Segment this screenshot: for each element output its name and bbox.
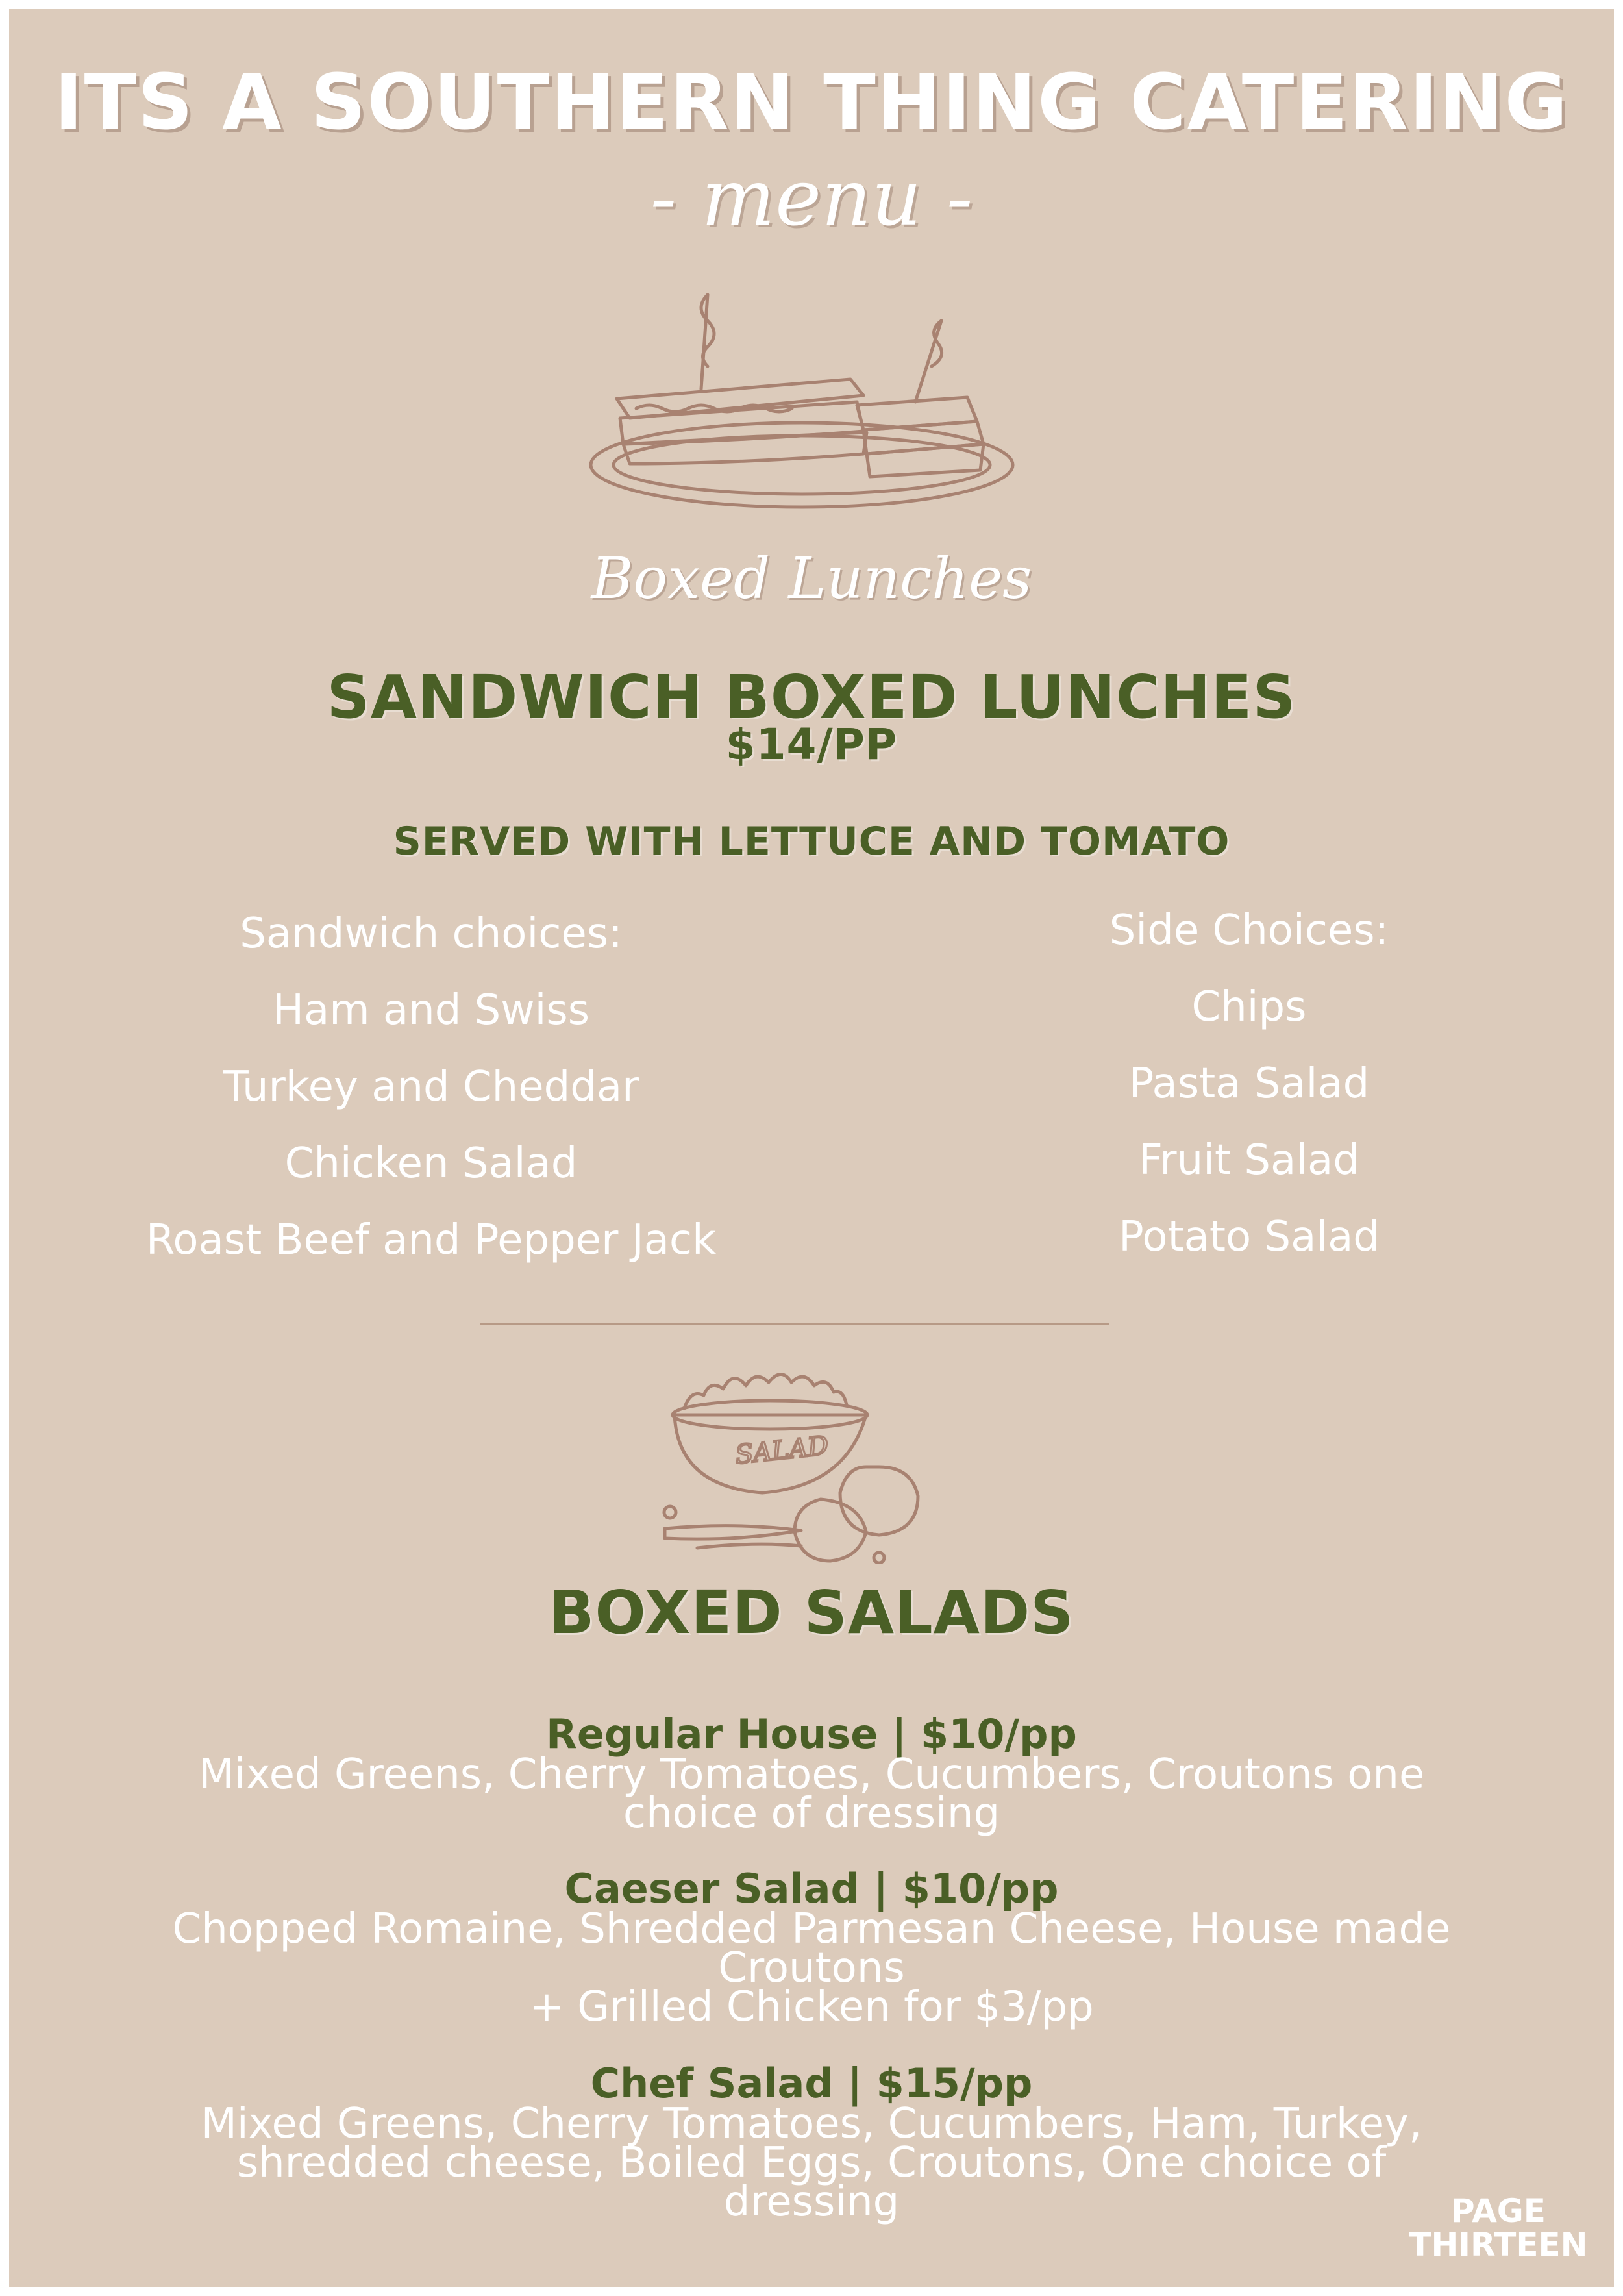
list-item: Pasta Salad	[1128, 1060, 1370, 1108]
salad-item	[9, 1710, 1614, 1838]
side-choices-column	[983, 892, 1515, 1275]
salad-title: Chef Salad | $15/pp	[590, 2060, 1033, 2107]
salad-description: Chopped Romaine, Shredded Parmesan Cheese, House made	[172, 1905, 1451, 1953]
sandwich-illustration	[578, 282, 1032, 529]
sandwich-heading: SANDWICH BOXED LUNCHES	[327, 662, 1296, 732]
salad-description: dressing	[723, 2178, 900, 2226]
side-choices-label: Side Choices:	[1109, 906, 1389, 955]
salad-description: shredded cheese, Boiled Eggs, Croutons, One choice of	[236, 2139, 1387, 2187]
salads-heading: BOXED SALADS	[549, 1578, 1074, 1647]
page-title: ITS A SOUTHERN THING CATERING	[54, 57, 1569, 147]
salad-item	[9, 2060, 1614, 2226]
salad-title: Caeser Salad | $10/pp	[564, 1865, 1059, 1912]
salad-description: + Grilled Chicken for $3/pp	[529, 1983, 1094, 2031]
salad-title: Regular House | $10/pp	[546, 1710, 1077, 1758]
sandwich-choices-column	[106, 895, 756, 1279]
list-item: Turkey and Cheddar	[223, 1063, 639, 1111]
list-item: Chips	[1191, 983, 1307, 1031]
list-item: Roast Beef and Pepper Jack	[145, 1216, 717, 1264]
list-item: Fruit Salad	[1139, 1136, 1359, 1184]
sandwich-choices-label: Sandwich choices:	[240, 910, 623, 958]
salad-description: Mixed Greens, Cherry Tomatoes, Cucumbers, Croutons one	[198, 1751, 1425, 1799]
salad-item	[9, 1865, 1614, 2031]
menu-page	[9, 9, 1614, 2287]
salad-bowl-label: SALAD	[734, 1430, 830, 1471]
list-item: Chicken Salad	[284, 1140, 578, 1188]
page-number-line1: PAGE	[1451, 2192, 1546, 2230]
menu-subtitle: - menu -	[650, 153, 973, 243]
salad-description: Croutons	[718, 1944, 905, 1992]
salad-bowl-illustration	[658, 1363, 944, 1564]
sandwich-price: $14/PP	[725, 719, 898, 769]
list-item: Ham and Swiss	[272, 986, 590, 1034]
sandwich-note: SERVED WITH LETTUCE AND TOMATO	[393, 819, 1230, 864]
salad-description: choice of dressing	[623, 1790, 1000, 1838]
salad-description: Mixed Greens, Cherry Tomatoes, Cucumbers, Ham, Turkey,	[201, 2100, 1422, 2148]
list-item: Potato Salad	[1119, 1213, 1380, 1261]
section-divider	[480, 1323, 1109, 1325]
page-number-line2: THIRTEEN	[1409, 2226, 1588, 2264]
page-number	[1407, 2194, 1589, 2262]
boxed-lunches-label: Boxed Lunches	[591, 545, 1032, 612]
